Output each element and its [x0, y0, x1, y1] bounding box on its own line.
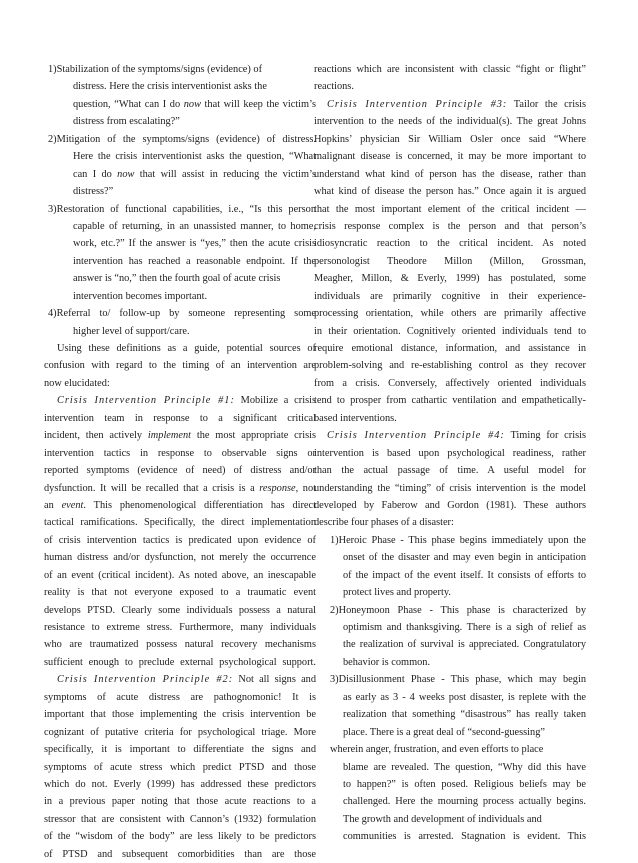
text-line: developed by Faberow and Gordon (1981). These authors — [314, 499, 586, 511]
text-line: cognizant of putative criteria for psychological triage. More — [44, 726, 316, 738]
text-line: Meagher, Millon, & Everly, 1999) has postulated, some — [314, 273, 586, 285]
text-line: in a previous paper noting that those acute reactions to a — [44, 796, 316, 808]
text-line: which do not. Everly (1999) has addressed these predictors — [44, 778, 316, 790]
text-line: incident, then actively implement the most appropriate crisis — [44, 430, 316, 442]
text-line: processing orientation, while others are primarily affective — [314, 308, 586, 320]
text-line: Crisis Intervention Principle #4: Timing for crisis — [327, 430, 586, 442]
text-line: stressor that are consistent with Cannon’s (1932) formulation — [44, 813, 316, 825]
text-line: 4)Referral to/ follow-up by someone representing some — [48, 308, 316, 320]
text-line: realization that something “disastrous” has really taken — [343, 709, 586, 721]
text-line: human distress and/or dysfunction, not merely the occurrence — [44, 552, 316, 564]
right-column — [314, 61, 586, 846]
text-line: intervention is based upon psychological readiness, rather — [314, 447, 586, 459]
text-line: that the most important element of the critical incident — — [314, 203, 586, 215]
text-line: tactical ramifications. Specifically, the direct implementation — [44, 517, 316, 529]
text-line: 3)Restoration of functional capabilities, i.e., “Is this person — [48, 203, 316, 215]
text-line: of an event (critical incident). As noted above, an inescapable — [44, 569, 316, 581]
text-line: Here the crisis interventionist asks the question, “What — [73, 151, 316, 163]
text-line: intervention to the needs of the individual(s). The great Johns — [314, 116, 586, 128]
text-line: distress?” — [73, 186, 114, 198]
text-line: reality is that not everyone exposed to a traumatic event — [44, 587, 316, 599]
text-line: distress. Here the crisis interventionist asks the — [73, 81, 267, 93]
text-line: place. There is a great deal of “second-guessing” — [343, 726, 545, 738]
text-line: The growth and development of individuals and — [343, 813, 542, 825]
text-line: symptoms of acute distress are pathognomonic! It is — [44, 691, 316, 703]
text-line: sufficient enough to preclude external psychological support. — [44, 656, 316, 668]
text-line: crisis response complex is the person and that person’s — [314, 220, 586, 232]
text-line: intervention becomes important. — [73, 290, 208, 302]
text-line: of the impact of the event itself. It consists of efforts to — [343, 569, 586, 581]
text-line: resistance to extreme stress. Furthermore, many individuals — [44, 622, 316, 633]
text-line: symptoms of acute stress which predict PTSD and those — [44, 761, 316, 773]
text-line: 1)Stabilization of the symptoms/signs (evidence) of — [48, 64, 263, 75]
text-line: intervention team in response to a significant critical — [44, 412, 316, 424]
text-line: individuals are primarily cognitive in their experience- — [314, 290, 586, 302]
text-line: behavior is common. — [343, 656, 431, 668]
text-line: develops PTSD. Clearly some individuals possess a natural — [44, 604, 316, 616]
text-line: malignant disease is concerned, it may be more important to — [314, 151, 586, 163]
text-line: now elucidated: — [44, 377, 110, 389]
text-line: optimism and thanksgiving. There is a sigh of relief as — [343, 622, 586, 633]
text-line: intervention tactics in response to observable signs or — [44, 447, 316, 459]
text-line: reactions. — [314, 81, 354, 93]
text-line: specifically, it is important to differentiate the signs and — [44, 744, 316, 756]
text-line: based interventions. — [314, 412, 397, 424]
text-line: blame are revealed. The question, “Why did this have — [343, 761, 586, 773]
text-line: of PTSD and subsequent comorbidities than are those — [44, 848, 316, 860]
text-line: of the “wisdom of the body” are less likely to be predictors — [44, 831, 316, 843]
text-line: than the actual passage of time. A useful model for — [314, 465, 586, 477]
text-line: problem-solving and re-establishing control as they recover — [314, 360, 586, 372]
text-line: dysfunction. It will be recalled that a crisis is a response, not — [44, 482, 316, 494]
text-line: Crisis Intervention Principle #1: Mobilize a crisis — [57, 395, 316, 407]
text-line: answer is “no,” then the fourth goal of acute crisis — [73, 273, 281, 285]
text-line: the realization of survival is appreciated. Congratulatory — [343, 639, 586, 651]
text-line: Crisis Intervention Principle #2: Not all signs and — [57, 674, 316, 686]
text-line: Using these definitions as a guide, potential sources of — [57, 343, 316, 354]
text-line: distress from escalating?” — [73, 116, 180, 128]
text-line: idiosyncratic reaction to the critical incident. As noted — [314, 238, 586, 250]
text-line: Hopkins’ physician Sir William Osler once said “Where — [314, 133, 586, 145]
text-line: understanding the “timing” of crisis intervention is the model — [314, 482, 586, 494]
text-line: work, etc.?” If the answer is “yes,” then the acute crisis — [73, 238, 316, 250]
text-line: protect lives and property. — [343, 587, 451, 599]
text-line: personologist Theodore Millon (Millon, Grossman, — [314, 255, 586, 267]
text-line: important that those implementing the crisis intervention be — [44, 709, 316, 721]
text-line: 1)Heroic Phase - This phase begins immediately upon the — [330, 534, 586, 546]
text-line: onset of the disaster and may even begin in anticipation — [343, 552, 586, 564]
text-line: as early as 3 - 4 weeks post disaster, is replete with the — [343, 691, 586, 703]
text-line: can I do now that will assist in reducing the victim’s — [73, 168, 316, 180]
text-line: higher level of support/care. — [73, 325, 190, 337]
text-line: capable of returning, in an unassisted manner, to home, — [73, 220, 316, 232]
left-column — [44, 61, 316, 863]
text-line: require emotional distance, information, and assistance in — [314, 343, 586, 354]
text-line: challenged. Here the mourning process actually begins. — [343, 796, 586, 808]
text-line: 3)Disillusionment Phase - This phase, which may begin — [330, 674, 586, 686]
text-line: what kind of disease the person has.” Once again it is argued — [314, 186, 586, 198]
text-line: reported symptoms (evidence of need) of distress and/or — [44, 465, 316, 477]
text-line: reactions which are inconsistent with classic “fight or flight” — [314, 64, 586, 75]
text-line: communities is arrested. Stagnation is evident. This — [343, 831, 586, 843]
text-line: describe four phases of a disaster: — [314, 517, 454, 529]
text-line: 2)Honeymoon Phase - This phase is characterized by — [330, 604, 586, 616]
text-line: in their orientation. Cognitively oriented individuals tend to — [314, 325, 586, 337]
text-line: tend to prosper from cathartic ventilation and empathetically- — [314, 395, 586, 407]
text-line: 2)Mitigation of the symptoms/signs (evidence) of distress. — [48, 133, 316, 145]
text-line: of crisis intervention tactics is predicated upon evidence of — [44, 534, 316, 546]
text-line: confusion with regard to the timing of an intervention are — [44, 360, 316, 372]
text-line: question, “What can I do now that will keep the victim’s — [73, 98, 316, 110]
text-line: who are traumatized possess natural recovery mechanisms — [44, 639, 316, 651]
text-line: Crisis Intervention Principle #3: Tailor the crisis — [327, 98, 586, 110]
text-line: understand what kind of person has the disease, rather than — [314, 168, 586, 180]
text-line: wherein anger, frustration, and even efforts to place — [330, 744, 544, 756]
text-line: an event. This phenomenological differentiation has direct — [44, 499, 316, 511]
text-line: to happen?” is often posed. Religious beliefs may be — [343, 778, 586, 790]
text-line: from a crisis. Conversely, affectively oriented individuals — [314, 377, 586, 389]
text-line: intervention has reached a reasonable endpoint. If the — [73, 255, 316, 267]
